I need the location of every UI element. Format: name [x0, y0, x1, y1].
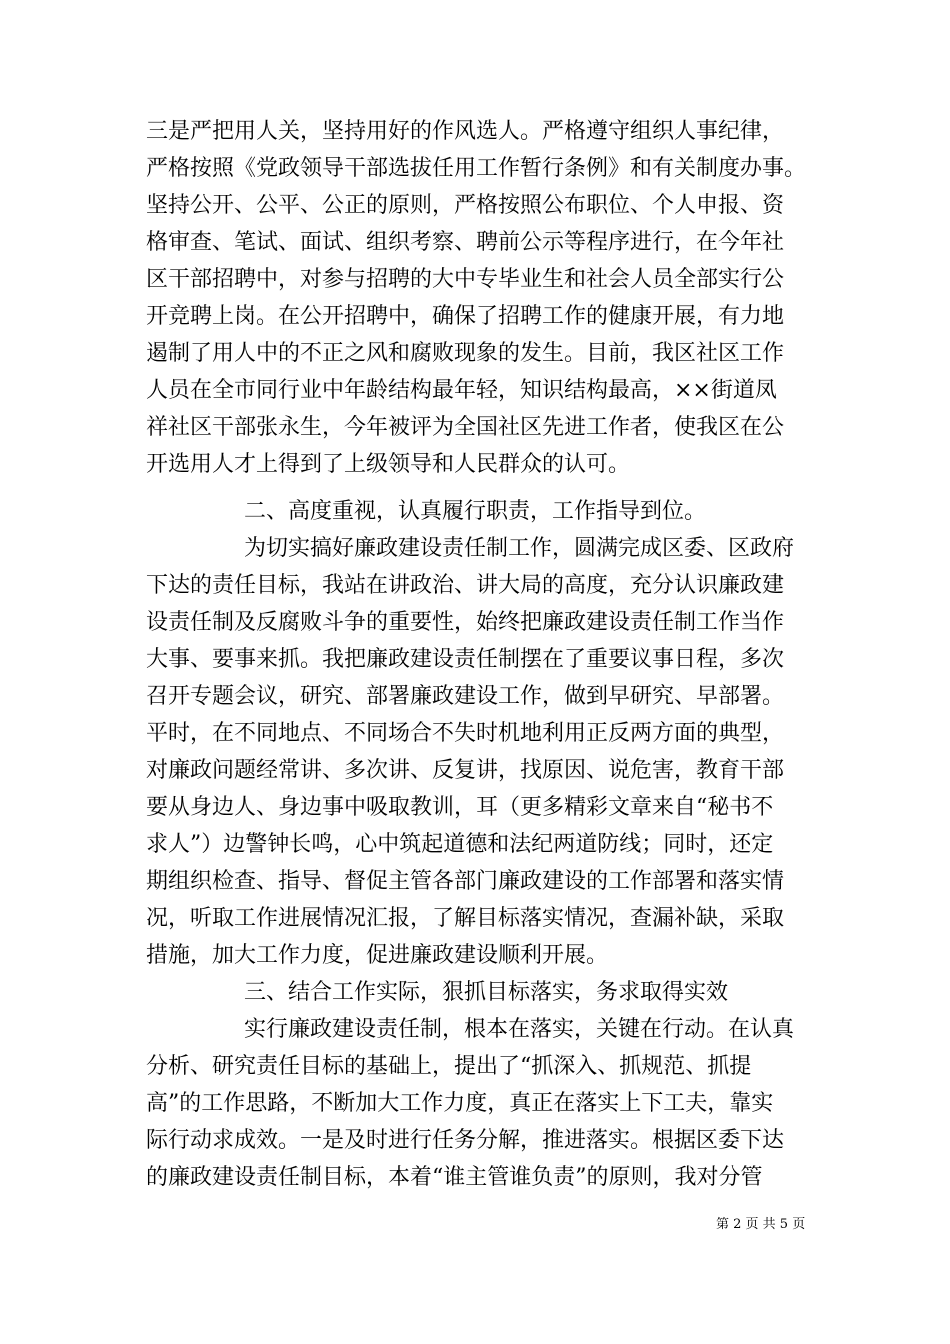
- text-line: 开选用人才上得到了上级领导和人民群众的认可。: [146, 452, 631, 477]
- text-line: 区干部招聘中，对参与招聘的大中专毕业生和社会人员全部实行公: [146, 267, 785, 292]
- text-line: 期组织检查、指导、督促主管各部门廉政建设的工作部署和落实情: [146, 869, 785, 894]
- text-line: 分析、研究责任目标的基础上，提出了“抓深入、抓规范、抓提: [146, 1054, 752, 1079]
- text-line: 际行动求成效。一是及时进行任务分解，推进落实。根据区委下达: [146, 1128, 785, 1153]
- text-line: 祥社区干部张永生，今年被评为全国社区先进工作者，使我区在公: [146, 415, 785, 440]
- text-line: 设责任制及反腐败斗争的重要性，始终把廉政建设责任制工作当作: [146, 610, 785, 635]
- text-line: 三是严把用人关，坚持用好的作风选人。严格遵守组织人事纪律，: [146, 119, 785, 144]
- text-line: 大事、要事来抓。我把廉政建设责任制摆在了重要议事日程，多次: [146, 647, 785, 672]
- text-line: 召开专题会议，研究、部署廉政建设工作，做到早研究、早部署。: [146, 684, 785, 709]
- text-line: 要从身边人、身边事中吸取教训，耳（更多精彩文章来自“秘书不: [146, 795, 774, 820]
- text-line: 下达的责任目标，我站在讲政治、讲大局的高度，充分认识廉政建: [146, 573, 785, 598]
- section-heading: 二、高度重视，认真履行职责，工作指导到位。: [244, 499, 707, 524]
- paragraph-first-line: 实行廉政建设责任制，根本在落实，关键在行动。在认真: [244, 1017, 795, 1042]
- text-line: 求人”）边警钟长鸣，心中筑起道德和法纪两道防线；同时，还定: [146, 832, 774, 857]
- page-number-footer: 第 2 页 共 5 页: [716, 1217, 806, 1232]
- text-line: 高”的工作思路，不断加大工作力度，真正在落实上下工夫，靠实: [146, 1091, 774, 1116]
- text-line: 的廉政建设责任制目标，本着“谁主管谁负责”的原则，我对分管: [146, 1165, 763, 1190]
- text-line: 平时，在不同地点、不同场合不失时机地利用正反两方面的典型，: [146, 721, 785, 746]
- text-line: 开竞聘上岗。在公开招聘中，确保了招聘工作的健康开展，有力地: [146, 304, 785, 329]
- paragraph-first-line: 为切实搞好廉政建设责任制工作，圆满完成区委、区政府: [244, 536, 795, 561]
- text-line: 坚持公开、公平、公正的原则，严格按照公布职位、个人申报、资: [146, 193, 785, 218]
- text-line: 人员在全市同行业中年龄结构最年轻，知识结构最高，××街道凤: [146, 378, 777, 403]
- section-heading: 三、结合工作实际，狠抓目标落实，务求取得实效: [244, 980, 729, 1005]
- text-line: 对廉政问题经常讲、多次讲、反复讲，找原因、说危害，教育干部: [146, 758, 785, 783]
- text-line: 况，听取工作进展情况汇报，了解目标落实情况，查漏补缺，采取: [146, 906, 785, 931]
- text-line: 遏制了用人中的不正之风和腐败现象的发生。目前，我区社区工作: [146, 341, 785, 366]
- text-line: 严格按照《党政领导干部选拔任用工作暂行条例》和有关制度办事。: [146, 156, 807, 181]
- text-line: 格审查、笔试、面试、组织考察、聘前公示等程序进行，在今年社: [146, 230, 785, 255]
- text-line: 措施，加大工作力度，促进廉政建设顺利开展。: [146, 943, 609, 968]
